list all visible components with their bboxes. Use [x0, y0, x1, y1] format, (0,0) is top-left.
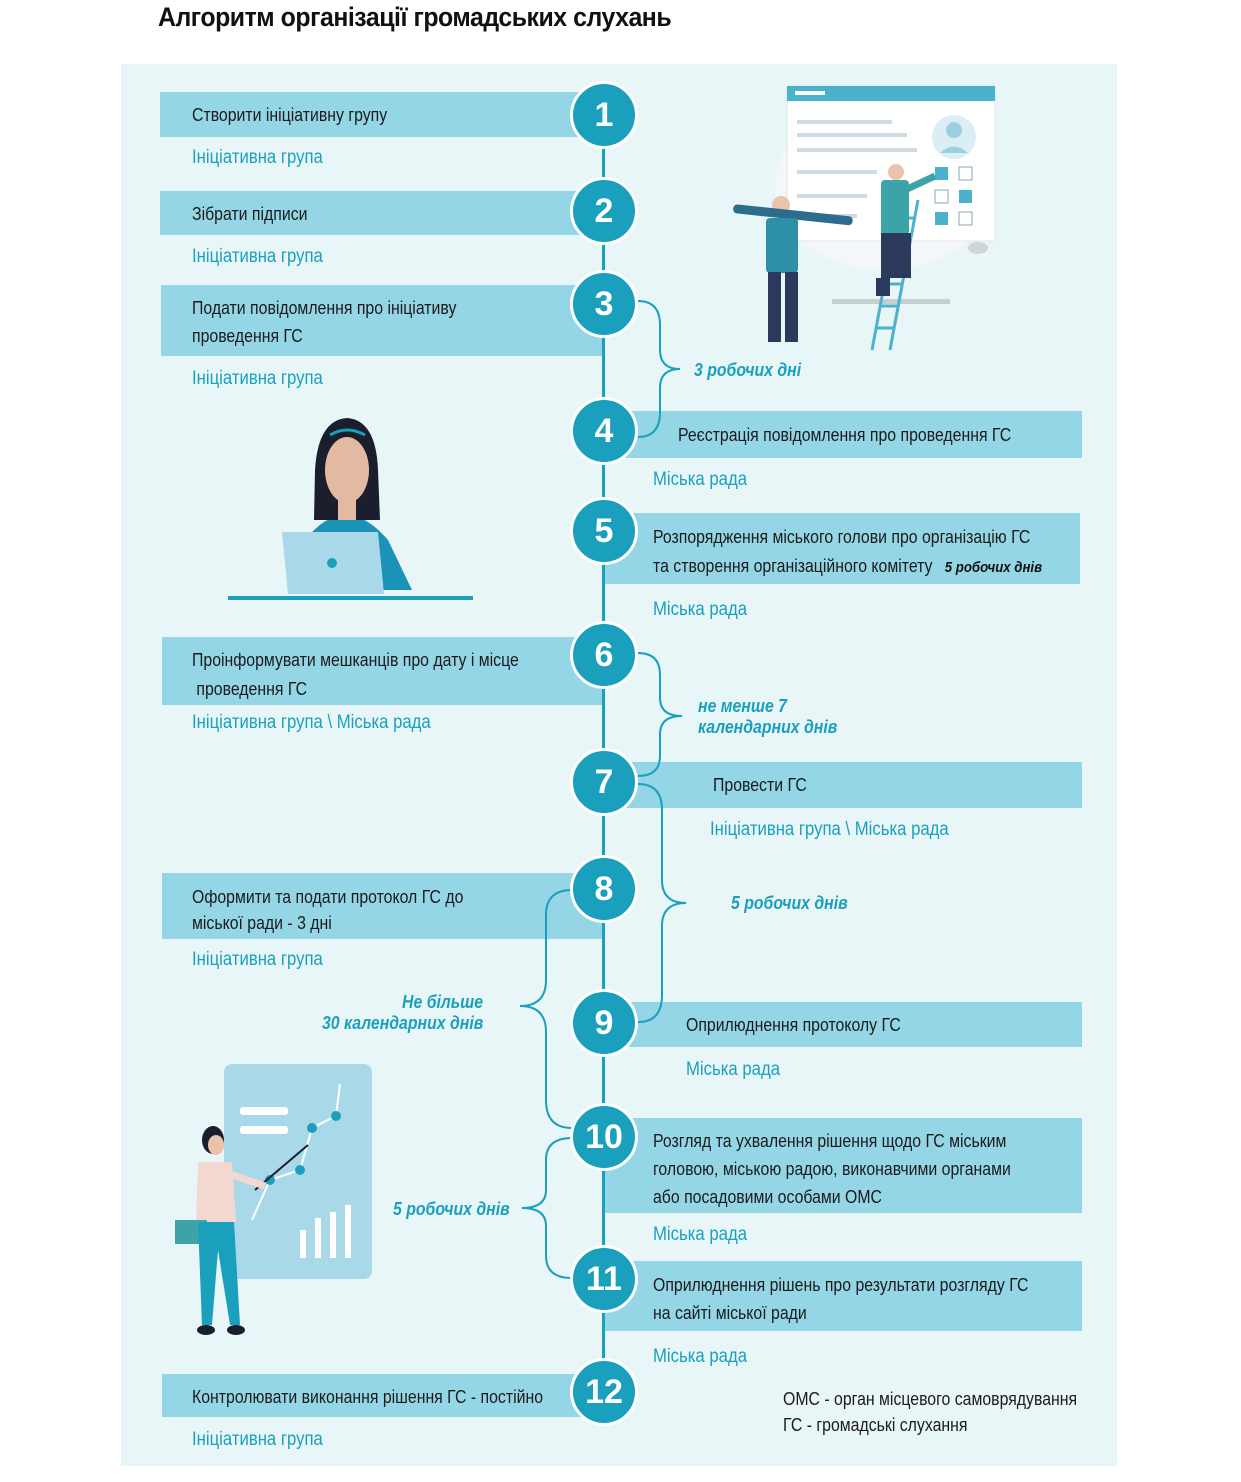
- duration-6-7-line1: не менше 7: [698, 696, 787, 716]
- duration-3-4: 3 робочих дні: [694, 360, 802, 380]
- duration-8-10-line1: Не більше: [401, 992, 483, 1012]
- brace-7-9: [638, 784, 686, 1022]
- step-responsible-7: Ініціативна група \ Міська рада: [710, 819, 949, 840]
- brace-6-7: [638, 653, 682, 776]
- step-responsible-8: Ініціативна група: [192, 949, 323, 970]
- step-number-6: 6: [570, 621, 638, 689]
- step-action-6-line1: Проінформувати мешканців про дату і місце: [192, 650, 519, 670]
- step-number-1: 1: [570, 81, 638, 149]
- duration-10-11: 5 робочих днів: [393, 1199, 510, 1219]
- step-action-2: Зібрати підписи: [192, 204, 308, 224]
- step-action-1: Створити ініціативну групу: [192, 105, 388, 125]
- step-action-8-line1: Оформити та подати протокол ГС до: [192, 887, 464, 907]
- step-action-10-line1: Розгляд та ухвалення рішення щодо ГС міським: [653, 1131, 1007, 1151]
- step-responsible-5: Міська рада: [653, 599, 747, 620]
- step-action-5-line2-text: та створення організаційного комітету: [653, 556, 933, 576]
- step-responsible-9: Міська рада: [686, 1059, 780, 1080]
- step-number-7: 7: [570, 748, 638, 816]
- step-number-12: 12: [570, 1358, 638, 1426]
- step-action-12: Контролювати виконання рішення ГС - постійно: [192, 1387, 544, 1407]
- step-responsible-6: Ініціативна група \ Міська рада: [192, 712, 431, 733]
- step-action-11-line2: на сайті міської ради: [653, 1303, 807, 1323]
- step-action-4: Реєстрація повідомлення про проведення ГС: [678, 425, 1012, 445]
- page-title: Алгоритм організації громадських слухань: [158, 2, 672, 32]
- brace-8-10: [520, 890, 572, 1128]
- step-responsible-4: Міська рада: [653, 469, 747, 490]
- step-number-9: 9: [570, 989, 638, 1057]
- step-action-7: Провести ГС: [713, 775, 807, 795]
- step-action-10-line3: або посадовими особами ОМС: [653, 1187, 882, 1207]
- step-responsible-12: Ініціативна група: [192, 1429, 323, 1450]
- step-5-duration: 5 робочих днів: [944, 559, 1043, 576]
- step-responsible-1: Ініціативна група: [192, 147, 323, 168]
- step-number-4: 4: [570, 397, 638, 465]
- step-number-2: 2: [570, 177, 638, 245]
- step-responsible-10: Міська рада: [653, 1224, 747, 1245]
- brace-10-11: [522, 1138, 572, 1278]
- step-responsible-11: Міська рада: [653, 1346, 747, 1367]
- brace-3-4: [638, 301, 680, 437]
- legend-line-2: ГС - громадські слухання: [783, 1415, 968, 1435]
- step-action-6-line2: проведення ГС: [192, 679, 308, 699]
- step-action-3-line1: Подати повідомлення про ініціативу: [192, 298, 457, 318]
- step-number-5: 5: [570, 497, 638, 565]
- step-action-5-line2: [653, 552, 1042, 582]
- step-number-11: 11: [570, 1245, 638, 1313]
- abbreviations-legend: [783, 1386, 1077, 1438]
- legend-line-1: ОМС - орган місцевого самоврядування: [783, 1389, 1078, 1409]
- step-action-9: Оприлюднення протоколу ГС: [686, 1015, 901, 1035]
- step-responsible-3: Ініціативна група: [192, 368, 323, 389]
- step-action-8-line2: міської ради - 3 дні: [192, 913, 332, 933]
- duration-7-9: 5 робочих днів: [731, 893, 848, 913]
- step-action-3-line2: проведення ГС: [192, 326, 303, 346]
- step-number-3: 3: [570, 270, 638, 338]
- step-number-10: 10: [570, 1103, 638, 1171]
- duration-8-10-line2: 30 календарних днів: [321, 1013, 483, 1033]
- step-number-8: 8: [570, 855, 638, 923]
- step-action-5-line1: Розпорядження міського голови про організацію ГС: [653, 527, 1031, 547]
- step-action-11-line1: Оприлюднення рішень про результати розгляду ГС: [653, 1275, 1029, 1295]
- duration-6-7-line2: календарних днів: [698, 717, 838, 737]
- step-action-10-line2: головою, міською радою, виконавчими органами: [653, 1159, 1011, 1179]
- step-responsible-2: Ініціативна група: [192, 246, 323, 267]
